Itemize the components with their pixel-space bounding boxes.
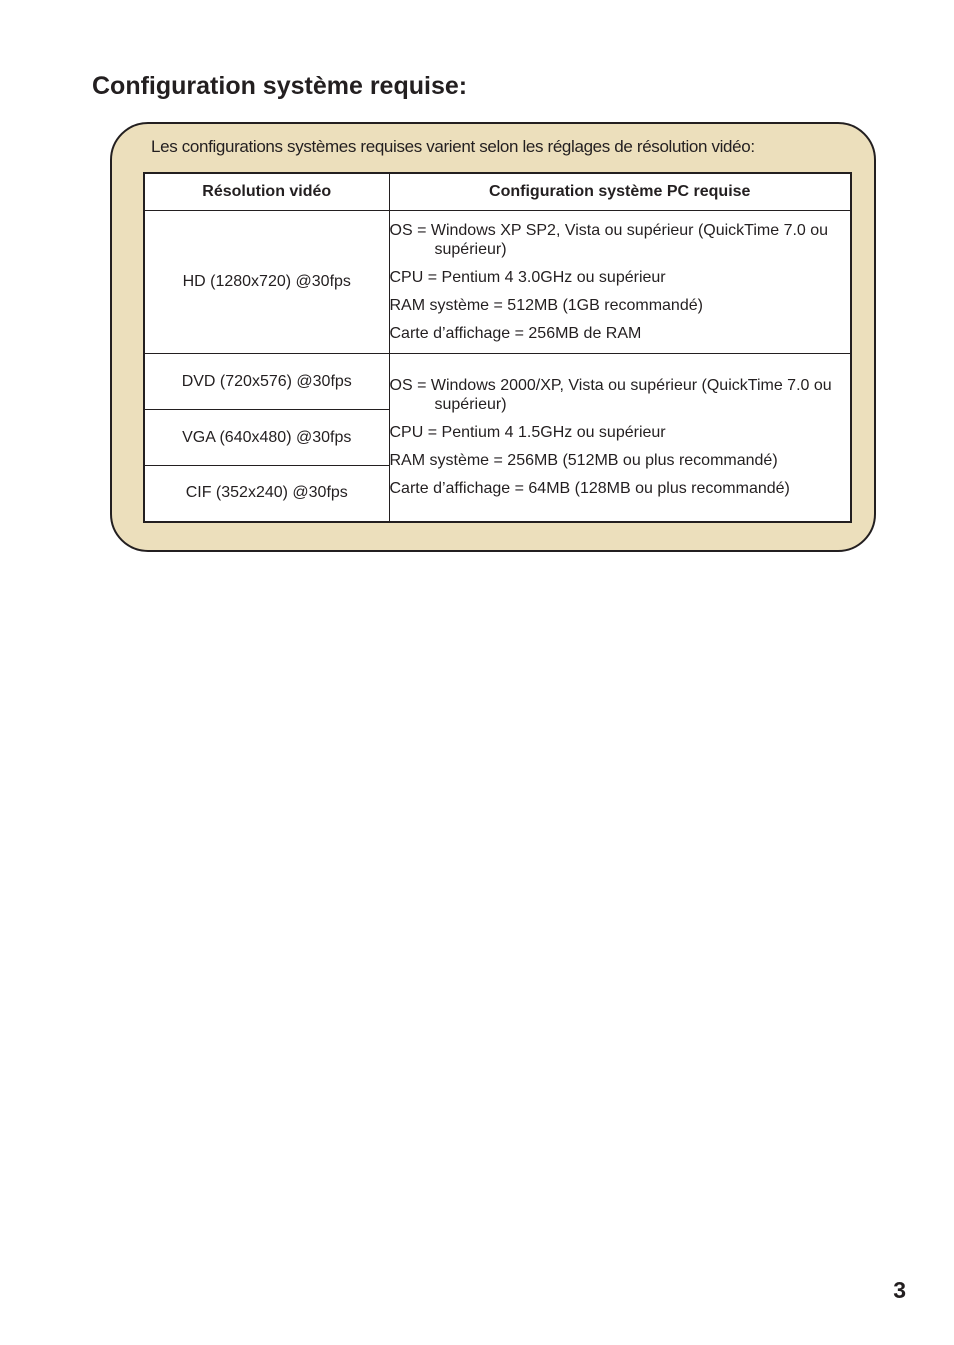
requirement-ram: RAM système = 512MB (1GB recommandé) bbox=[389, 297, 703, 314]
table-row bbox=[144, 354, 851, 410]
requirement-graphics: Carte d’affichage = 64MB (128MB ou plus recommandé) bbox=[389, 480, 790, 497]
page-title: Configuration système requise: bbox=[92, 72, 468, 100]
resolution-cell-hd: HD (1280x720) @30fps bbox=[144, 211, 389, 354]
requirement-os: OS = Windows 2000/XP, Vista ou supérieur (QuickTime 7.0 ou supérieur) bbox=[389, 377, 832, 413]
page-number: 3 bbox=[893, 1277, 906, 1303]
requirements-table bbox=[143, 172, 852, 523]
header-video-resolution: Résolution vidéo bbox=[144, 173, 389, 211]
requirement-cpu: CPU = Pentium 4 3.0GHz ou supérieur bbox=[389, 269, 666, 286]
resolution-cell-vga: VGA (640x480) @30fps bbox=[144, 410, 389, 466]
resolution-cell-dvd: DVD (720x576) @30fps bbox=[144, 354, 389, 410]
panel-intro-text: Les configurations systèmes requises varient selon les réglages de résolution vidéo: bbox=[151, 137, 755, 156]
table-row bbox=[144, 211, 851, 354]
requirements-cell-sd bbox=[389, 354, 851, 522]
table-header-row bbox=[144, 173, 851, 211]
requirement-graphics: Carte d’affichage = 256MB de RAM bbox=[389, 325, 642, 342]
requirement-cpu: CPU = Pentium 4 1.5GHz ou supérieur bbox=[389, 424, 666, 441]
requirements-cell-hd bbox=[389, 211, 851, 354]
requirement-os: OS = Windows XP SP2, Vista ou supérieur (QuickTime 7.0 ou supérieur) bbox=[389, 222, 829, 258]
requirements-panel bbox=[110, 122, 876, 552]
header-pc-requirements: Configuration système PC requise bbox=[389, 173, 851, 211]
requirement-ram: RAM système = 256MB (512MB ou plus recommandé) bbox=[389, 452, 778, 469]
resolution-cell-cif: CIF (352x240) @30fps bbox=[144, 466, 389, 522]
